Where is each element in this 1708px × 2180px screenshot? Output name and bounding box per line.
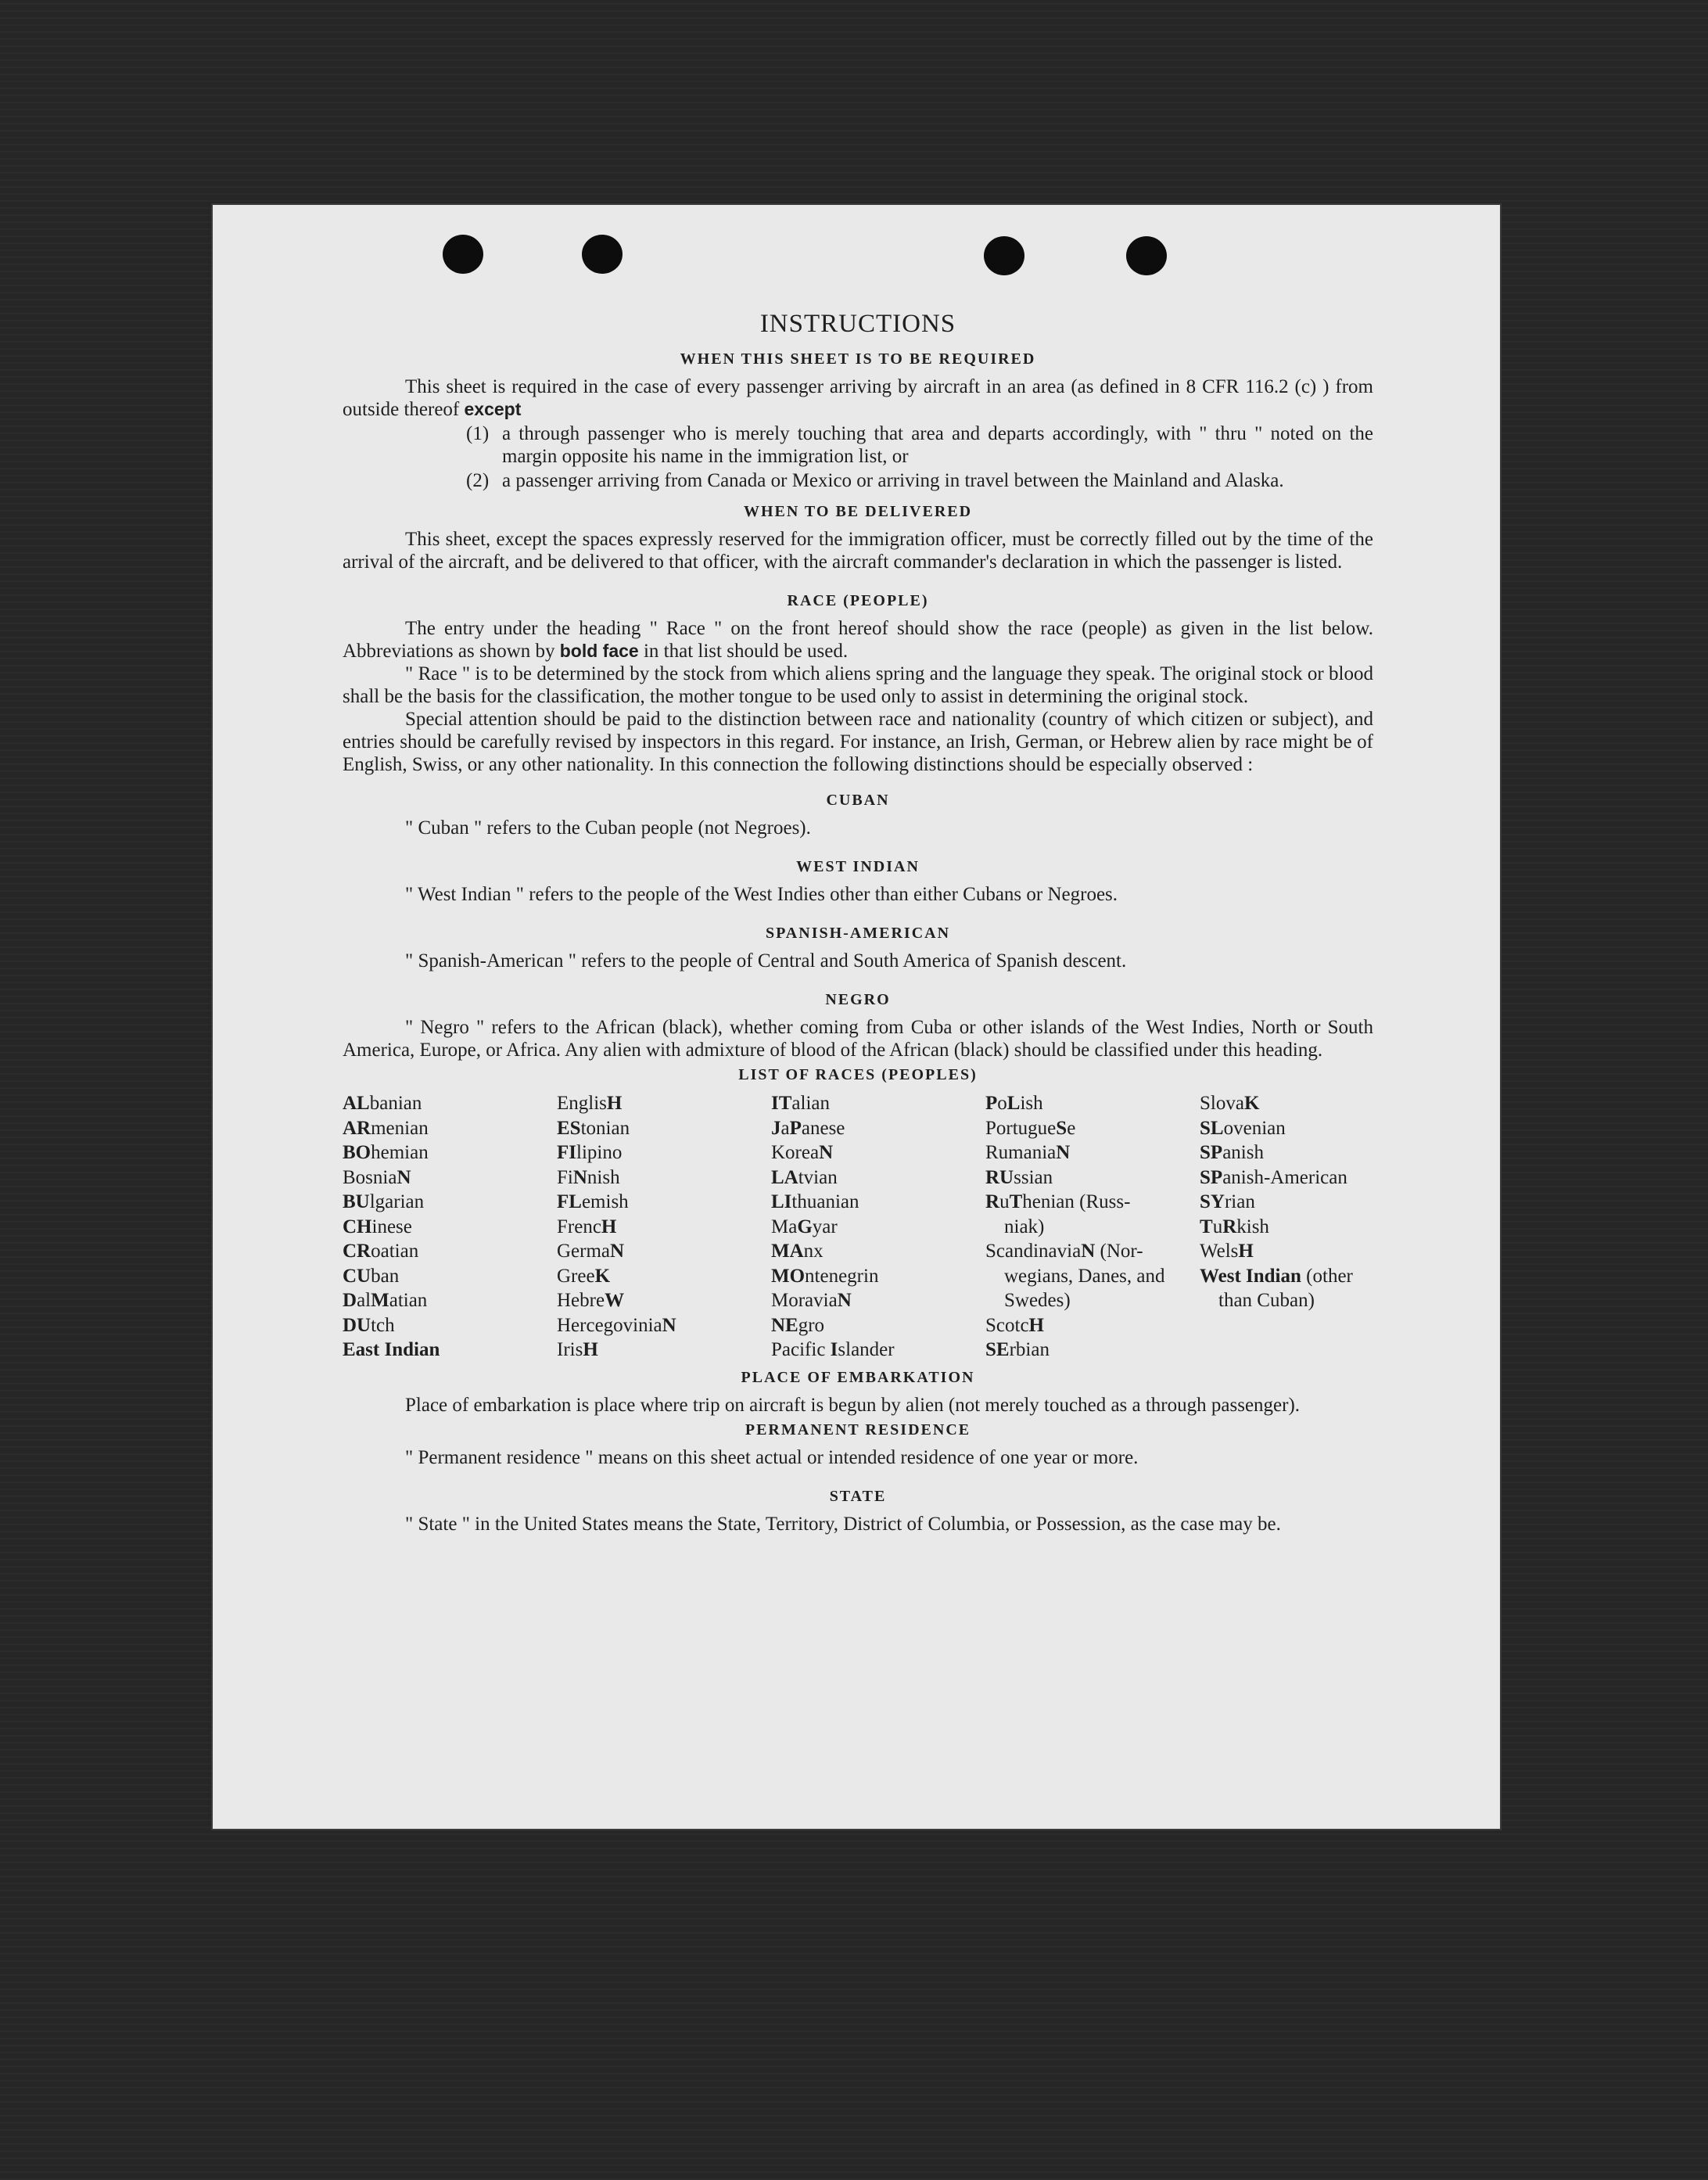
race-entry: MoraviaN bbox=[771, 1290, 852, 1311]
residence-text: " Permanent residence " means on this sheet actual or intended residence of one year or more. bbox=[405, 1446, 1139, 1468]
delivered-text: This sheet, except the spaces expressly reserved for the immigration officer, must be correctly filled out by the time of the arrival of the aircraft, and be delivered to that officer, with the aircraft commander's declaration in which the passenger is listed. bbox=[343, 529, 1373, 573]
race-entry: EStonian bbox=[557, 1117, 630, 1139]
race-entry: SYrian bbox=[1200, 1191, 1255, 1212]
spanish-american-text: " Spanish-American " refers to the people of Central and South America of Spanish descent. bbox=[405, 950, 1127, 971]
race-entry: FrencH bbox=[557, 1216, 617, 1237]
race-entry: ARmenian bbox=[343, 1117, 429, 1139]
race-entry: SLovenian bbox=[1200, 1117, 1286, 1139]
race-entry: ScandinaviaN (Nor- wegians, Danes, and Swedes) bbox=[985, 1241, 1165, 1311]
section-heading-cuban: CUBAN bbox=[826, 792, 890, 809]
race-entry: MAnx bbox=[771, 1241, 824, 1262]
race-entry: WelsH bbox=[1200, 1241, 1254, 1262]
west-indian-text: " West Indian " refers to the people of the West Indies other than either Cubans or Negroes. bbox=[405, 884, 1118, 905]
section-heading-required: WHEN THIS SHEET IS TO BE REQUIRED bbox=[680, 350, 1036, 368]
race-entry: BUlgarian bbox=[343, 1191, 425, 1212]
race-entry: IrisH bbox=[557, 1339, 598, 1360]
race-column bbox=[771, 1091, 985, 1363]
race-entry: RumaniaN bbox=[985, 1142, 1071, 1163]
race-entry: ALbanian bbox=[343, 1093, 422, 1114]
punch-hole bbox=[582, 235, 623, 274]
punch-hole bbox=[1126, 236, 1167, 275]
section-heading-delivered: WHEN TO BE DELIVERED bbox=[743, 503, 973, 520]
race-column bbox=[343, 1091, 557, 1363]
race-list bbox=[343, 1091, 1373, 1363]
race-entry: CHinese bbox=[343, 1216, 412, 1237]
race-entry: TuRkish bbox=[1200, 1216, 1269, 1237]
list-item: (2) a passenger arriving from Canada or Mexico or arriving in travel between the Mainland and Alaska. bbox=[466, 470, 1284, 491]
race-entry: West Indian (other than Cuban) bbox=[1200, 1265, 1353, 1311]
race-entry: CRoatian bbox=[343, 1241, 419, 1262]
section-heading-list-of-races: LIST OF RACES (PEOPLES) bbox=[738, 1066, 978, 1083]
race-entry: FLemish bbox=[557, 1191, 629, 1212]
race-entry: DUtch bbox=[343, 1314, 395, 1336]
punch-hole bbox=[984, 236, 1024, 275]
race-entry: ITalian bbox=[771, 1093, 830, 1114]
required-intro: This sheet is required in the case of every passenger arriving by aircraft in an area (as defined in 8 CFR 116.2 (c) ) from outside thereof except bbox=[343, 376, 1373, 420]
state-text: " State " in the United States means the State, Territory, District of Columbia, or Possession, as the case may be. bbox=[405, 1513, 1281, 1535]
race-paragraph-1: The entry under the heading " Race " on the front hereof should show the race (people) as given in the list below. Abbreviations as shown by bold face in that list should be used. bbox=[343, 618, 1373, 662]
race-entry: BosniaN bbox=[343, 1166, 411, 1188]
race-column bbox=[557, 1091, 771, 1363]
race-entry: EnglisH bbox=[557, 1093, 623, 1114]
race-entry: SPanish-American bbox=[1200, 1166, 1347, 1188]
section-heading-race: RACE (PEOPLE) bbox=[787, 592, 929, 609]
race-entry: East Indian bbox=[343, 1339, 440, 1360]
race-entry: SlovaK bbox=[1200, 1093, 1260, 1114]
race-entry: CUban bbox=[343, 1265, 400, 1287]
except-bold: except bbox=[464, 399, 522, 419]
punch-hole bbox=[443, 235, 483, 274]
race-entry: KoreaN bbox=[771, 1142, 834, 1163]
race-column bbox=[1200, 1091, 1380, 1363]
race-paragraph-2: " Race " is to be determined by the stock from which aliens spring and the language they speak. The original stock or blood shall be the basis for the classification, the mother tongue to be used only to assist in determining the original stock. bbox=[343, 663, 1373, 707]
race-entry: RuThenian (Russ- niak) bbox=[985, 1191, 1131, 1237]
race-entry: HercegoviniaN bbox=[557, 1314, 676, 1336]
race-column bbox=[985, 1091, 1200, 1363]
section-heading-spanish-american: SPANISH-AMERICAN bbox=[765, 925, 951, 942]
race-entry: BOhemian bbox=[343, 1142, 429, 1163]
race-entry: GermaN bbox=[557, 1241, 625, 1262]
section-heading-west-indian: WEST INDIAN bbox=[796, 858, 920, 875]
race-entry: NEgro bbox=[771, 1314, 825, 1336]
race-entry: SErbian bbox=[985, 1339, 1050, 1360]
section-heading-residence: PERMANENT RESIDENCE bbox=[745, 1420, 971, 1438]
race-entry: Pacific Islander bbox=[771, 1339, 895, 1360]
race-entry: LAtvian bbox=[771, 1166, 838, 1188]
race-entry: SPanish bbox=[1200, 1142, 1264, 1163]
race-entry: MOntenegrin bbox=[771, 1265, 879, 1287]
race-paragraph-3: Special attention should be paid to the distinction between race and nationality (country of which citizen or subject), and entries should be carefully revised by inspectors in this regard. For instance, an Irish, German, or Hebrew alien by race might be of English, Swiss, or any other nationality. In this connection the following distinctions should be especially observed : bbox=[343, 709, 1373, 775]
race-entry: HebreW bbox=[557, 1290, 625, 1311]
document-title: INSTRUCTIONS bbox=[759, 310, 956, 338]
document-body bbox=[343, 308, 1373, 1535]
cuban-text: " Cuban " refers to the Cuban people (not Negroes). bbox=[405, 817, 811, 839]
race-entry: LIthuanian bbox=[771, 1191, 859, 1212]
race-entry: FiNnish bbox=[557, 1166, 620, 1188]
section-heading-embarkation: PLACE OF EMBARKATION bbox=[741, 1368, 975, 1386]
race-entry: GreeK bbox=[557, 1265, 611, 1287]
list-item: (1) a through passenger who is merely touching that area and departs accordingly, with " thru " noted on the margin opposite his name in the immigration list, or bbox=[466, 423, 1373, 467]
exception-list bbox=[343, 422, 1373, 492]
race-entry: MaGyar bbox=[771, 1216, 838, 1237]
section-heading-negro: NEGRO bbox=[825, 991, 891, 1008]
race-entry: PortugueSe bbox=[985, 1117, 1076, 1139]
race-entry: JaPanese bbox=[771, 1117, 845, 1139]
race-entry: PoLish bbox=[985, 1093, 1043, 1114]
race-entry: DalMatian bbox=[343, 1290, 428, 1311]
embarkation-text: Place of embarkation is place where trip on aircraft is begun by alien (not merely touched as a through passenger). bbox=[405, 1394, 1301, 1416]
negro-text: " Negro " refers to the African (black), whether coming from Cuba or other islands of the West Indies, North or South America, Europe, or Africa. Any alien with admixture of blood of the African (black) should be classified under this heading. bbox=[343, 1017, 1373, 1061]
race-entry: RUssian bbox=[985, 1166, 1053, 1188]
race-entry: FIlipino bbox=[557, 1142, 623, 1163]
race-entry: ScotcH bbox=[985, 1314, 1044, 1336]
section-heading-state: STATE bbox=[829, 1487, 887, 1505]
